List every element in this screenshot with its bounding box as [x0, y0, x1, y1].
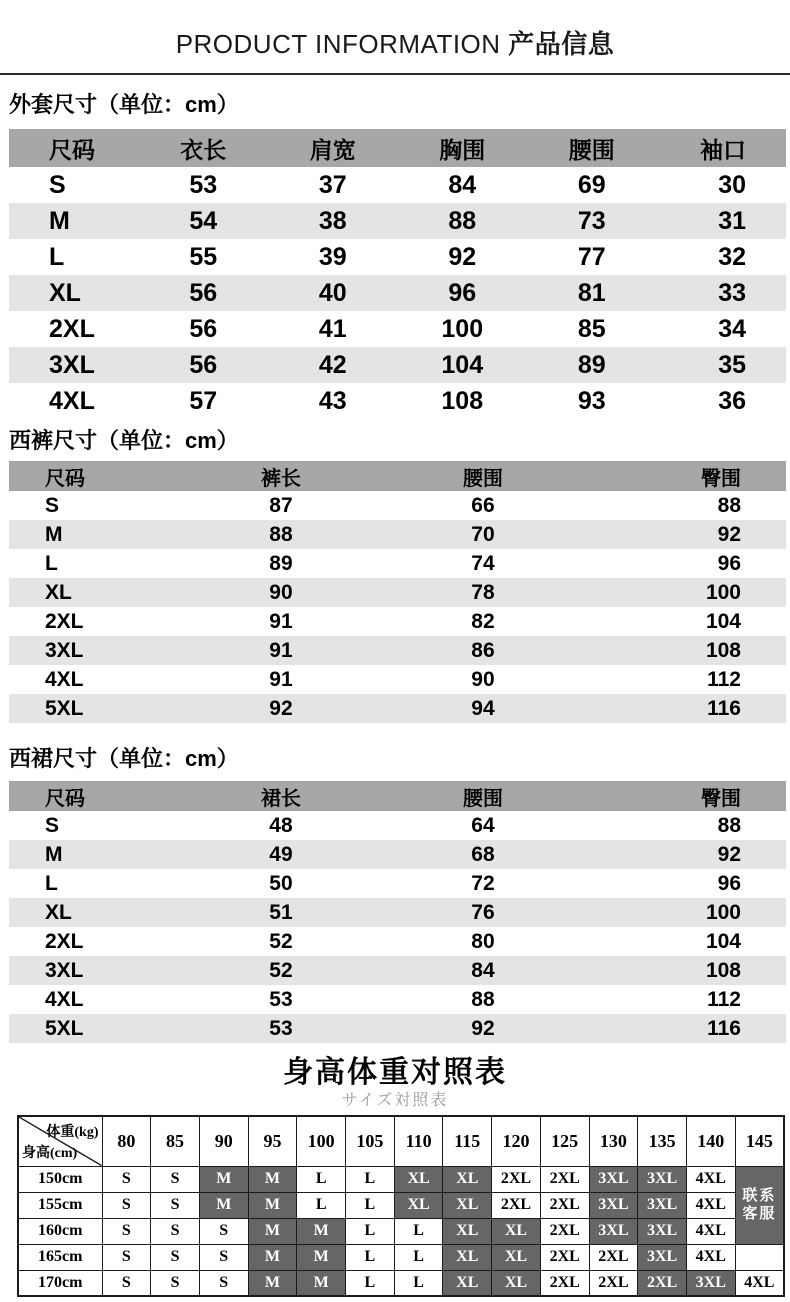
size-cell: S: [102, 1166, 151, 1192]
measurement-cell: 50: [269, 871, 293, 895]
column-header: 裙长: [180, 781, 382, 811]
table-head: [9, 461, 786, 491]
measurement-cell: 56: [139, 275, 269, 311]
table-row: [9, 167, 786, 203]
trousers-section-title: 西裤尺寸（单位：cm）: [9, 428, 239, 453]
measurement-cell: 90: [471, 667, 495, 691]
measurement-cell: 86: [382, 636, 584, 665]
content: [0, 91, 790, 1297]
measurement-cell: 78: [382, 578, 584, 607]
size-label-cell: M: [9, 203, 139, 239]
size-cell: 2XL: [589, 1270, 638, 1296]
jacket-size-table: [9, 129, 786, 419]
measurement-cell: 92: [584, 840, 786, 869]
trousers-size-table: [9, 461, 786, 723]
measurement-cell: 116: [584, 694, 786, 723]
skirt-size-table: [9, 781, 786, 1043]
size-label-cell: 5XL: [9, 1014, 180, 1043]
column-header: 尺码: [9, 781, 180, 811]
size-cell: XL: [443, 1192, 492, 1218]
table-body: [18, 1166, 784, 1296]
size-cell: M: [248, 1166, 297, 1192]
table-head: [9, 129, 786, 167]
page-title-cn: 产品信息: [508, 30, 615, 59]
measurement-cell: 66: [471, 493, 495, 517]
corner-height-label: 身高(cm): [22, 1145, 78, 1161]
size-cell: 4XL: [686, 1218, 735, 1244]
measurement-cell: 92: [448, 242, 477, 271]
trousers-size-section: [0, 427, 790, 723]
weight-header: 115: [443, 1116, 492, 1166]
table-row: [9, 347, 786, 383]
measurement-cell: 53: [180, 1014, 382, 1043]
size-cell: XL: [443, 1218, 492, 1244]
size-cell: 2XL: [540, 1270, 589, 1296]
size-cell: L: [297, 1166, 346, 1192]
measurement-cell: 89: [269, 551, 293, 575]
measurement-cell: 70: [382, 520, 584, 549]
table-row: [9, 239, 786, 275]
column-header: 腰围: [382, 461, 584, 491]
measurement-cell: 32: [718, 242, 746, 271]
size-cell: 2XL: [492, 1192, 541, 1218]
measurement-cell: 77: [577, 242, 606, 271]
page-title-en: PRODUCT INFORMATION: [175, 29, 501, 59]
table-row: [9, 578, 786, 607]
height-weight-chart-subtitle: サイズ対照表: [341, 1092, 449, 1109]
size-label-cell: 5XL: [9, 694, 180, 723]
size-cell: M: [248, 1270, 297, 1296]
column-header: 裤长: [180, 461, 382, 491]
height-label: 170cm: [18, 1270, 102, 1296]
size-cell: XL: [443, 1270, 492, 1296]
measurement-cell: 53: [269, 987, 293, 1011]
table-row: [9, 383, 786, 419]
measurement-cell: 81: [527, 275, 657, 311]
size-cell: L: [297, 1192, 346, 1218]
corner-header: [18, 1116, 102, 1166]
size-label-cell: M: [9, 840, 180, 869]
size-cell: M: [297, 1270, 346, 1296]
table-row: [9, 636, 786, 665]
size-label-cell: 2XL: [49, 314, 95, 343]
measurement-cell: 55: [189, 242, 218, 271]
height-label: 160cm: [18, 1218, 102, 1244]
column-header: 胸围: [398, 129, 528, 167]
size-cell: 2XL: [540, 1166, 589, 1192]
table-row: [9, 898, 786, 927]
page-header: [0, 0, 790, 75]
size-cell: S: [102, 1244, 151, 1270]
table-row: [9, 607, 786, 636]
weight-header: 135: [638, 1116, 687, 1166]
measurement-cell: 37: [318, 170, 347, 199]
header-divider: [0, 73, 790, 75]
weight-header: 95: [248, 1116, 297, 1166]
size-cell: 2XL: [638, 1270, 687, 1296]
chart-row: [18, 1218, 784, 1244]
table-row: [9, 665, 786, 694]
measurement-cell: 43: [318, 386, 347, 415]
size-cell: M: [199, 1166, 248, 1192]
contact-service-text: 联系 客服: [742, 1188, 777, 1222]
size-cell: 4XL: [735, 1270, 784, 1296]
measurement-cell: 56: [189, 314, 218, 343]
chart-row: [18, 1166, 784, 1192]
measurement-cell: 91: [269, 609, 293, 633]
size-cell: S: [102, 1270, 151, 1296]
column-header: 尺码: [9, 461, 180, 491]
measurement-cell: 90: [180, 578, 382, 607]
size-cell: S: [199, 1244, 248, 1270]
measurement-cell: 72: [471, 871, 495, 895]
measurement-cell: 48: [269, 813, 293, 837]
chart-row: [18, 1192, 784, 1218]
measurement-cell: 42: [268, 347, 398, 383]
table-row: [9, 1014, 786, 1043]
jacket-section-title: 外套尺寸（单位：cm）: [9, 92, 239, 117]
size-cell: S: [151, 1244, 200, 1270]
table-row: [9, 520, 786, 549]
column-header: 袖口: [657, 129, 787, 167]
header-row: [18, 1116, 784, 1166]
measurement-cell: 39: [318, 242, 347, 271]
measurement-cell: 68: [382, 840, 584, 869]
table-row: [9, 956, 786, 985]
table-row: [9, 275, 786, 311]
measurement-cell: 56: [139, 347, 269, 383]
measurement-cell: 108: [584, 956, 786, 985]
table-row: [9, 985, 786, 1014]
column-header: 尺码: [9, 129, 139, 167]
weight-header: 145: [735, 1116, 784, 1166]
size-cell: 2XL: [540, 1192, 589, 1218]
measurement-cell: 104: [398, 347, 528, 383]
size-cell: L: [346, 1166, 395, 1192]
measurement-cell: 100: [584, 898, 786, 927]
measurement-cell: 80: [471, 929, 495, 953]
size-cell: M: [248, 1192, 297, 1218]
measurement-cell: 51: [180, 898, 382, 927]
measurement-cell: 116: [584, 1014, 786, 1043]
height-label: 155cm: [18, 1192, 102, 1218]
table-head: [18, 1116, 784, 1166]
size-label-cell: XL: [9, 275, 139, 311]
measurement-cell: 40: [268, 275, 398, 311]
measurement-cell: 112: [707, 667, 741, 691]
size-label-cell: S: [45, 813, 60, 837]
measurement-cell: 108: [584, 636, 786, 665]
table-row: [9, 927, 786, 956]
measurement-cell: 92: [180, 694, 382, 723]
weight-header: 100: [297, 1116, 346, 1166]
size-cell: 3XL: [686, 1270, 735, 1296]
size-cell: 3XL: [589, 1218, 638, 1244]
size-cell: L: [394, 1270, 443, 1296]
size-cell: XL: [492, 1218, 541, 1244]
size-label-cell: 2XL: [45, 609, 84, 633]
measurement-cell: 88: [717, 493, 741, 517]
measurement-cell: 38: [268, 203, 398, 239]
weight-header: 80: [102, 1116, 151, 1166]
measurement-cell: 34: [718, 314, 746, 343]
column-header: 腰围: [382, 781, 584, 811]
measurement-cell: 85: [577, 314, 606, 343]
size-cell: XL: [394, 1192, 443, 1218]
measurement-cell: 53: [189, 170, 218, 199]
weight-header: 90: [199, 1116, 248, 1166]
measurement-cell: 100: [441, 314, 484, 343]
column-header: 臀围: [584, 781, 786, 811]
table-body: [9, 811, 786, 1043]
size-label-cell: L: [49, 242, 65, 271]
size-cell: L: [346, 1192, 395, 1218]
measurement-cell: 100: [584, 578, 786, 607]
size-label-cell: L: [45, 551, 58, 575]
measurement-cell: 52: [269, 929, 293, 953]
size-label-cell: S: [45, 493, 60, 517]
size-label-cell: 4XL: [45, 987, 84, 1011]
size-cell: M: [199, 1192, 248, 1218]
size-cell: S: [199, 1218, 248, 1244]
size-cell: 4XL: [686, 1244, 735, 1270]
measurement-cell: 96: [717, 551, 741, 575]
table-row: [9, 869, 786, 898]
table-row: [9, 311, 786, 347]
size-cell: L: [346, 1270, 395, 1296]
weight-header: 85: [151, 1116, 200, 1166]
table-row: [9, 811, 786, 840]
column-header: 臀围: [584, 461, 786, 491]
size-cell: XL: [492, 1244, 541, 1270]
size-cell: 2XL: [540, 1218, 589, 1244]
size-label-cell: L: [45, 871, 58, 895]
corner-weight-label: 体重(kg): [46, 1125, 99, 1140]
size-label-cell: 3XL: [9, 347, 139, 383]
size-cell: XL: [443, 1244, 492, 1270]
measurement-cell: 94: [382, 694, 584, 723]
measurement-cell: 82: [471, 609, 495, 633]
size-label-cell: XL: [9, 898, 180, 927]
measurement-cell: 52: [180, 956, 382, 985]
chart-row: [18, 1270, 784, 1296]
size-label-cell: 3XL: [9, 636, 180, 665]
measurement-cell: 74: [471, 551, 495, 575]
column-header: 肩宽: [268, 129, 398, 167]
measurement-cell: 57: [189, 386, 218, 415]
measurement-cell: 108: [441, 386, 484, 415]
size-cell: XL: [492, 1270, 541, 1296]
size-cell: S: [151, 1192, 200, 1218]
column-header: 衣长: [139, 129, 269, 167]
measurement-cell: 88: [180, 520, 382, 549]
size-cell: M: [248, 1218, 297, 1244]
size-label-cell: 4XL: [49, 386, 95, 415]
size-cell: S: [102, 1192, 151, 1218]
height-label: 165cm: [18, 1244, 102, 1270]
measurement-cell: 31: [657, 203, 787, 239]
measurement-cell: 84: [448, 170, 477, 199]
size-cell: XL: [394, 1166, 443, 1192]
height-weight-chart-title: 身高体重对照表: [283, 1056, 507, 1089]
measurement-cell: 88: [471, 987, 495, 1011]
height-weight-table: [17, 1115, 785, 1297]
skirt-section-title: 西裙尺寸（单位：cm）: [9, 746, 239, 771]
measurement-cell: 36: [718, 386, 746, 415]
size-cell: M: [297, 1244, 346, 1270]
table-row: [9, 549, 786, 578]
header-row: [9, 461, 786, 491]
measurement-cell: 89: [527, 347, 657, 383]
header-row: [9, 781, 786, 811]
table-body: [9, 491, 786, 723]
measurement-cell: 96: [398, 275, 528, 311]
size-cell: S: [151, 1166, 200, 1192]
table-row: [9, 694, 786, 723]
contact-service-cell: [735, 1166, 784, 1244]
table-body: [9, 167, 786, 419]
weight-header: 110: [394, 1116, 443, 1166]
weight-header: 125: [540, 1116, 589, 1166]
size-cell: L: [346, 1244, 395, 1270]
size-cell: [735, 1244, 784, 1270]
measurement-cell: 84: [382, 956, 584, 985]
measurement-cell: 35: [657, 347, 787, 383]
measurement-cell: 49: [180, 840, 382, 869]
size-label-cell: M: [9, 520, 180, 549]
size-cell: L: [394, 1218, 443, 1244]
size-cell: S: [199, 1270, 248, 1296]
size-cell: 4XL: [686, 1166, 735, 1192]
measurement-cell: 104: [705, 929, 741, 953]
size-cell: S: [151, 1218, 200, 1244]
size-cell: 2XL: [540, 1244, 589, 1270]
header-row: [9, 129, 786, 167]
measurement-cell: 96: [717, 871, 741, 895]
measurement-cell: 112: [707, 987, 741, 1011]
measurement-cell: 88: [717, 813, 741, 837]
size-cell: M: [248, 1244, 297, 1270]
size-label-cell: 3XL: [9, 956, 180, 985]
table-head: [9, 781, 786, 811]
weight-header: 130: [589, 1116, 638, 1166]
weight-header: 120: [492, 1116, 541, 1166]
size-label-cell: S: [49, 170, 66, 199]
jacket-size-section: [0, 91, 790, 419]
size-cell: 2XL: [492, 1166, 541, 1192]
measurement-cell: 87: [269, 493, 293, 517]
size-cell: 4XL: [686, 1192, 735, 1218]
size-cell: 3XL: [638, 1218, 687, 1244]
size-cell: 3XL: [589, 1166, 638, 1192]
size-cell: 3XL: [638, 1166, 687, 1192]
size-cell: S: [151, 1270, 200, 1296]
table-row: [9, 840, 786, 869]
measurement-cell: 33: [657, 275, 787, 311]
measurement-cell: 91: [269, 667, 293, 691]
page-title: [0, 0, 790, 61]
size-cell: 3XL: [589, 1192, 638, 1218]
weight-header: 140: [686, 1116, 735, 1166]
height-label: 150cm: [18, 1166, 102, 1192]
measurement-cell: 41: [318, 314, 347, 343]
size-cell: M: [297, 1218, 346, 1244]
measurement-cell: 30: [718, 170, 746, 199]
measurement-cell: 69: [577, 170, 606, 199]
size-cell: L: [394, 1244, 443, 1270]
measurement-cell: 73: [527, 203, 657, 239]
column-header: 腰围: [527, 129, 657, 167]
weight-header: 105: [346, 1116, 395, 1166]
measurement-cell: 88: [398, 203, 528, 239]
measurement-cell: 92: [382, 1014, 584, 1043]
size-cell: S: [102, 1218, 151, 1244]
skirt-size-section: [0, 745, 790, 1043]
measurement-cell: 76: [382, 898, 584, 927]
size-cell: 3XL: [638, 1244, 687, 1270]
size-cell: 3XL: [638, 1192, 687, 1218]
chart-row: [18, 1244, 784, 1270]
height-weight-section: [0, 1055, 790, 1297]
size-label-cell: 4XL: [45, 667, 84, 691]
table-row: [9, 203, 786, 239]
measurement-cell: 92: [584, 520, 786, 549]
size-label-cell: XL: [9, 578, 180, 607]
size-cell: L: [346, 1218, 395, 1244]
size-cell: XL: [443, 1166, 492, 1192]
measurement-cell: 104: [705, 609, 741, 633]
size-cell: 2XL: [589, 1244, 638, 1270]
table-row: [9, 491, 786, 520]
size-label-cell: 2XL: [45, 929, 84, 953]
measurement-cell: 54: [139, 203, 269, 239]
measurement-cell: 91: [180, 636, 382, 665]
measurement-cell: 93: [577, 386, 606, 415]
measurement-cell: 64: [471, 813, 495, 837]
